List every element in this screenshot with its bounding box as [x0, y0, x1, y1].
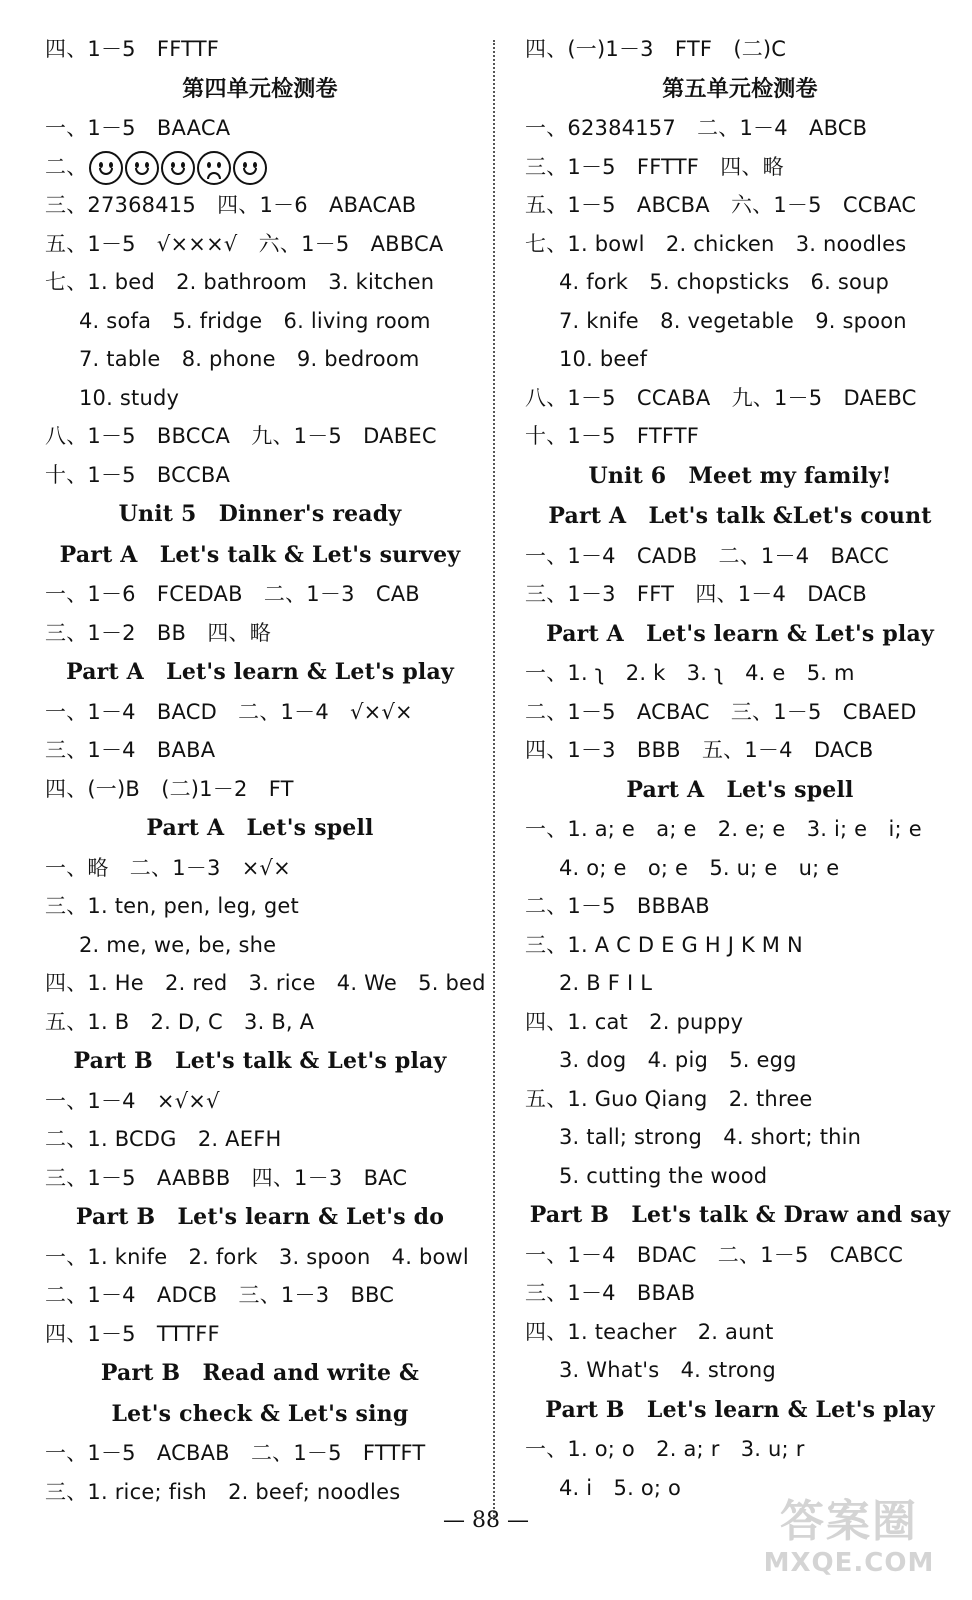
- smiley-face-icon: [89, 151, 123, 185]
- watermark-line-2: MXQE.COM: [763, 1548, 935, 1578]
- line-text: 4. fork 5. chopsticks 6. soup: [559, 270, 890, 294]
- answer-line: [525, 1003, 955, 1042]
- watermark-line-1: 答案圈: [780, 1496, 918, 1547]
- line-text: 三、1. ten, pen, leg, get: [45, 894, 299, 918]
- line-text: 一、62384157 二、1－4 ABCB: [525, 116, 868, 140]
- page-number: — 88 —: [443, 1508, 529, 1533]
- line-text: 3. dog 4. pig 5. egg: [559, 1048, 797, 1072]
- answer-line: [525, 1351, 955, 1390]
- column-divider: [493, 40, 495, 1520]
- line-text: 三、1－5 FFTTF 四、略: [525, 154, 784, 179]
- section-heading: [45, 494, 475, 535]
- line-text: 一、1－4 BACD 二、1－4 √×√×: [45, 699, 413, 724]
- line-text: 三、1. A C D E G H J K M N: [525, 932, 803, 957]
- line-text: 一、1－5 BAACA: [45, 116, 231, 140]
- line-text: 三、1－2 BB 四、略: [45, 620, 271, 645]
- answer-line: [525, 148, 955, 187]
- line-text: 四、1－3 BBB 五、1－4 DACB: [525, 738, 874, 762]
- smiley-face-icon: [125, 151, 159, 185]
- section-heading: [525, 1390, 955, 1431]
- line-text: Part A Let's learn & Let's play: [546, 620, 934, 647]
- answer-line: [525, 926, 955, 965]
- line-text: 四、1－5 FFTTF: [45, 37, 220, 61]
- line-text: 八、1－5 BBCCA 九、1－5 DABEC: [45, 424, 437, 448]
- answer-line: [525, 1041, 955, 1080]
- line-text: 2. me, we, be, she: [79, 932, 277, 957]
- line-text: Part A Let's spell: [146, 815, 374, 841]
- answer-line: [45, 263, 475, 302]
- line-text: 一、略 二、1－3 ×√×: [45, 855, 291, 880]
- line-text: Unit 6 Meet my family!: [588, 462, 892, 489]
- answer-line: [45, 575, 475, 614]
- answer-line: [45, 1003, 475, 1042]
- answer-line: [45, 302, 475, 341]
- line-text: 7. table 8. phone 9. bedroom: [79, 347, 420, 371]
- line-text: 四、1－5 TTTFF: [45, 1321, 220, 1346]
- line-text: Part A Let's spell: [626, 776, 854, 803]
- line-text: 一、1. ʅ 2. k 3. ʅ 4. e 5. m: [525, 661, 855, 685]
- line-text: Part B Let's learn & Let's play: [545, 1396, 935, 1423]
- answer-line: [45, 1276, 475, 1315]
- line-text: 一、1. knife 2. fork 3. spoon 4. bowl: [45, 1244, 469, 1269]
- answer-line: [45, 1315, 475, 1354]
- answer-line: [525, 849, 955, 888]
- smiley-face-icon: [161, 151, 195, 185]
- answer-line: [525, 537, 955, 576]
- answer-line: [45, 614, 475, 653]
- answer-line: [525, 731, 955, 770]
- right-column: [525, 30, 955, 1507]
- answer-line: [525, 379, 955, 418]
- line-text: 4. i 5. o; o: [559, 1475, 682, 1500]
- line-text: 二、: [45, 154, 88, 179]
- section-heading: [525, 496, 955, 537]
- answer-line: [45, 1082, 475, 1121]
- answer-line: [525, 575, 955, 614]
- answer-line: [45, 1238, 475, 1277]
- answer-line: [525, 810, 955, 849]
- answer-line: [525, 263, 955, 302]
- line-text: Unit 5 Dinner's ready: [118, 501, 402, 527]
- line-text: 第五单元检测卷: [662, 75, 818, 102]
- line-text: 二、1－5 ACBAC 三、1－5 CBAED: [525, 699, 917, 724]
- line-text: 一、1. a; e a; e 2. e; e 3. i; e i; e: [525, 817, 922, 841]
- section-heading: [45, 1394, 475, 1435]
- line-text: 五、1－5 ABCBA 六、1－5 CCBAC: [525, 193, 917, 217]
- answer-line: [525, 417, 955, 456]
- answer-line: [525, 340, 955, 379]
- section-heading: [45, 1353, 475, 1394]
- line-text: Part B Let's learn & Let's do: [75, 1204, 445, 1230]
- answer-line: [525, 302, 955, 341]
- line-text: Part B Let's talk & Draw and say: [529, 1202, 951, 1228]
- answer-line: [45, 887, 475, 926]
- answer-line: [525, 186, 955, 225]
- section-heading: [525, 770, 955, 811]
- line-text: Part A Let's talk & Let's survey: [59, 541, 461, 568]
- answer-line: [525, 654, 955, 693]
- line-text: 三、1. rice; fish 2. beef; noodles: [45, 1479, 401, 1504]
- answer-line: [45, 109, 475, 148]
- line-text: 3. tall; strong 4. short; thin: [559, 1125, 862, 1149]
- line-text: 十、1－5 FTFTF: [525, 424, 700, 448]
- answer-line: [525, 1430, 955, 1469]
- line-text: 四、(一)1－3 FTF (二)C: [525, 37, 787, 61]
- line-text: Part B Read and write &: [100, 1360, 420, 1386]
- answer-line: [525, 1313, 955, 1352]
- answer-line: [45, 379, 475, 418]
- line-text: 4. o; e o; e 5. u; e u; e: [559, 855, 840, 880]
- line-text: 第四单元检测卷: [182, 75, 338, 102]
- section-heading: [45, 1041, 475, 1082]
- line-text: 二、1. BCDG 2. AEFH: [45, 1127, 282, 1151]
- line-text: 4. sofa 5. fridge 6. living room: [79, 308, 431, 333]
- line-text: 四、1. cat 2. puppy: [525, 1009, 744, 1034]
- answer-line: [45, 926, 475, 965]
- answer-line: [45, 225, 475, 264]
- section-heading: [525, 614, 955, 655]
- line-text: Part B Let's talk & Let's play: [73, 1048, 447, 1074]
- line-text: Part A Let's talk &Let's count: [548, 503, 932, 529]
- line-text: 四、1. teacher 2. aunt: [525, 1319, 774, 1344]
- answer-line: [525, 887, 955, 926]
- watermark-logo: [754, 1496, 944, 1582]
- left-column: [45, 30, 486, 1511]
- answer-line: [45, 770, 475, 809]
- line-text: 一、1－4 ×√×√: [45, 1088, 220, 1113]
- answer-line: [525, 225, 955, 264]
- line-text: 五、1. B 2. D, C 3. B, A: [45, 1009, 315, 1034]
- line-text: 一、1－4 CADB 二、1－4 BACC: [525, 543, 889, 568]
- line-text: 五、1－5 √×××√ 六、1－5 ABBCA: [45, 231, 444, 256]
- answer-line: [45, 731, 475, 770]
- answer-line: [45, 186, 475, 225]
- answer-line: [45, 30, 475, 69]
- line-text: 三、1－4 BBAB: [525, 1281, 696, 1305]
- line-text: 一、1－5 ACBAB 二、1－5 FTTFT: [45, 1441, 426, 1465]
- line-text: 7. knife 8. vegetable 9. spoon: [559, 308, 907, 333]
- answer-line: [525, 109, 955, 148]
- line-text: 四、(一)B (二)1－2 FT: [45, 776, 294, 801]
- section-heading: [45, 652, 475, 693]
- answer-line: [45, 340, 475, 379]
- line-text: 七、1. bed 2. bathroom 3. kitchen: [45, 270, 435, 294]
- section-heading: [45, 808, 475, 849]
- line-text: 三、27368415 四、1－6 ABACAB: [45, 193, 417, 217]
- section-heading: [45, 1197, 475, 1238]
- answer-line: [525, 1080, 955, 1119]
- line-text: 一、1－4 BDAC 二、1－5 CABCC: [525, 1242, 904, 1267]
- line-text: 五、1. Guo Qiang 2. three: [525, 1086, 813, 1111]
- answer-line: [525, 1274, 955, 1313]
- line-text: 八、1－5 CCABA 九、1－5 DAEBC: [525, 385, 917, 410]
- line-text: Part A Let's learn & Let's play: [66, 659, 454, 685]
- sad-face-icon: [197, 151, 231, 185]
- line-text: 10. beef: [559, 347, 648, 371]
- line-text: 一、1. o; o 2. a; r 3. u; r: [525, 1437, 805, 1461]
- section-heading: [525, 1195, 955, 1236]
- answer-line: [45, 1120, 475, 1159]
- answer-line: [525, 1118, 955, 1157]
- line-text: 三、1－4 BABA: [45, 738, 216, 762]
- answer-line: [45, 964, 486, 1003]
- answer-line: [45, 1159, 475, 1198]
- line-text: 2. B F I L: [559, 971, 653, 995]
- answer-line: [525, 1236, 955, 1275]
- line-text: 10. study: [79, 385, 180, 410]
- section-heading: [45, 535, 475, 576]
- answer-line: [45, 417, 475, 456]
- answer-line: [45, 456, 475, 495]
- face-icons: [89, 151, 267, 185]
- section-heading: [525, 69, 955, 110]
- smiley-face-icon: [233, 151, 267, 185]
- line-text: 二、1－5 BBBAB: [525, 894, 710, 918]
- line-text: Let's check & Let's sing: [111, 1400, 409, 1427]
- answer-line: [45, 1473, 475, 1512]
- answer-line: [45, 849, 475, 888]
- line-text: 一、1－6 FCEDAB 二、1－3 CAB: [45, 582, 420, 606]
- answer-line: [525, 1157, 955, 1196]
- line-text: 四、1. He 2. red 3. rice 4. We 5. bed: [45, 971, 486, 995]
- answer-line: [45, 148, 475, 187]
- line-text: 二、1－4 ADCB 三、1－3 BBC: [45, 1283, 395, 1307]
- section-heading: [525, 456, 955, 497]
- answer-line: [525, 30, 955, 69]
- answer-line: [525, 693, 955, 732]
- line-text: 3. What's 4. strong: [559, 1358, 776, 1382]
- line-text: 七、1. bowl 2. chicken 3. noodles: [525, 231, 907, 256]
- answer-line: [45, 1434, 475, 1473]
- line-text: 十、1－5 BCCBA: [45, 462, 231, 487]
- section-heading: [45, 69, 475, 110]
- answer-line: [525, 964, 955, 1003]
- line-text: 三、1－3 FFT 四、1－4 DACB: [525, 582, 867, 606]
- answer-line: [45, 693, 475, 732]
- line-text: 三、1－5 AABBB 四、1－3 BAC: [45, 1165, 408, 1190]
- line-text: 5. cutting the wood: [559, 1163, 768, 1188]
